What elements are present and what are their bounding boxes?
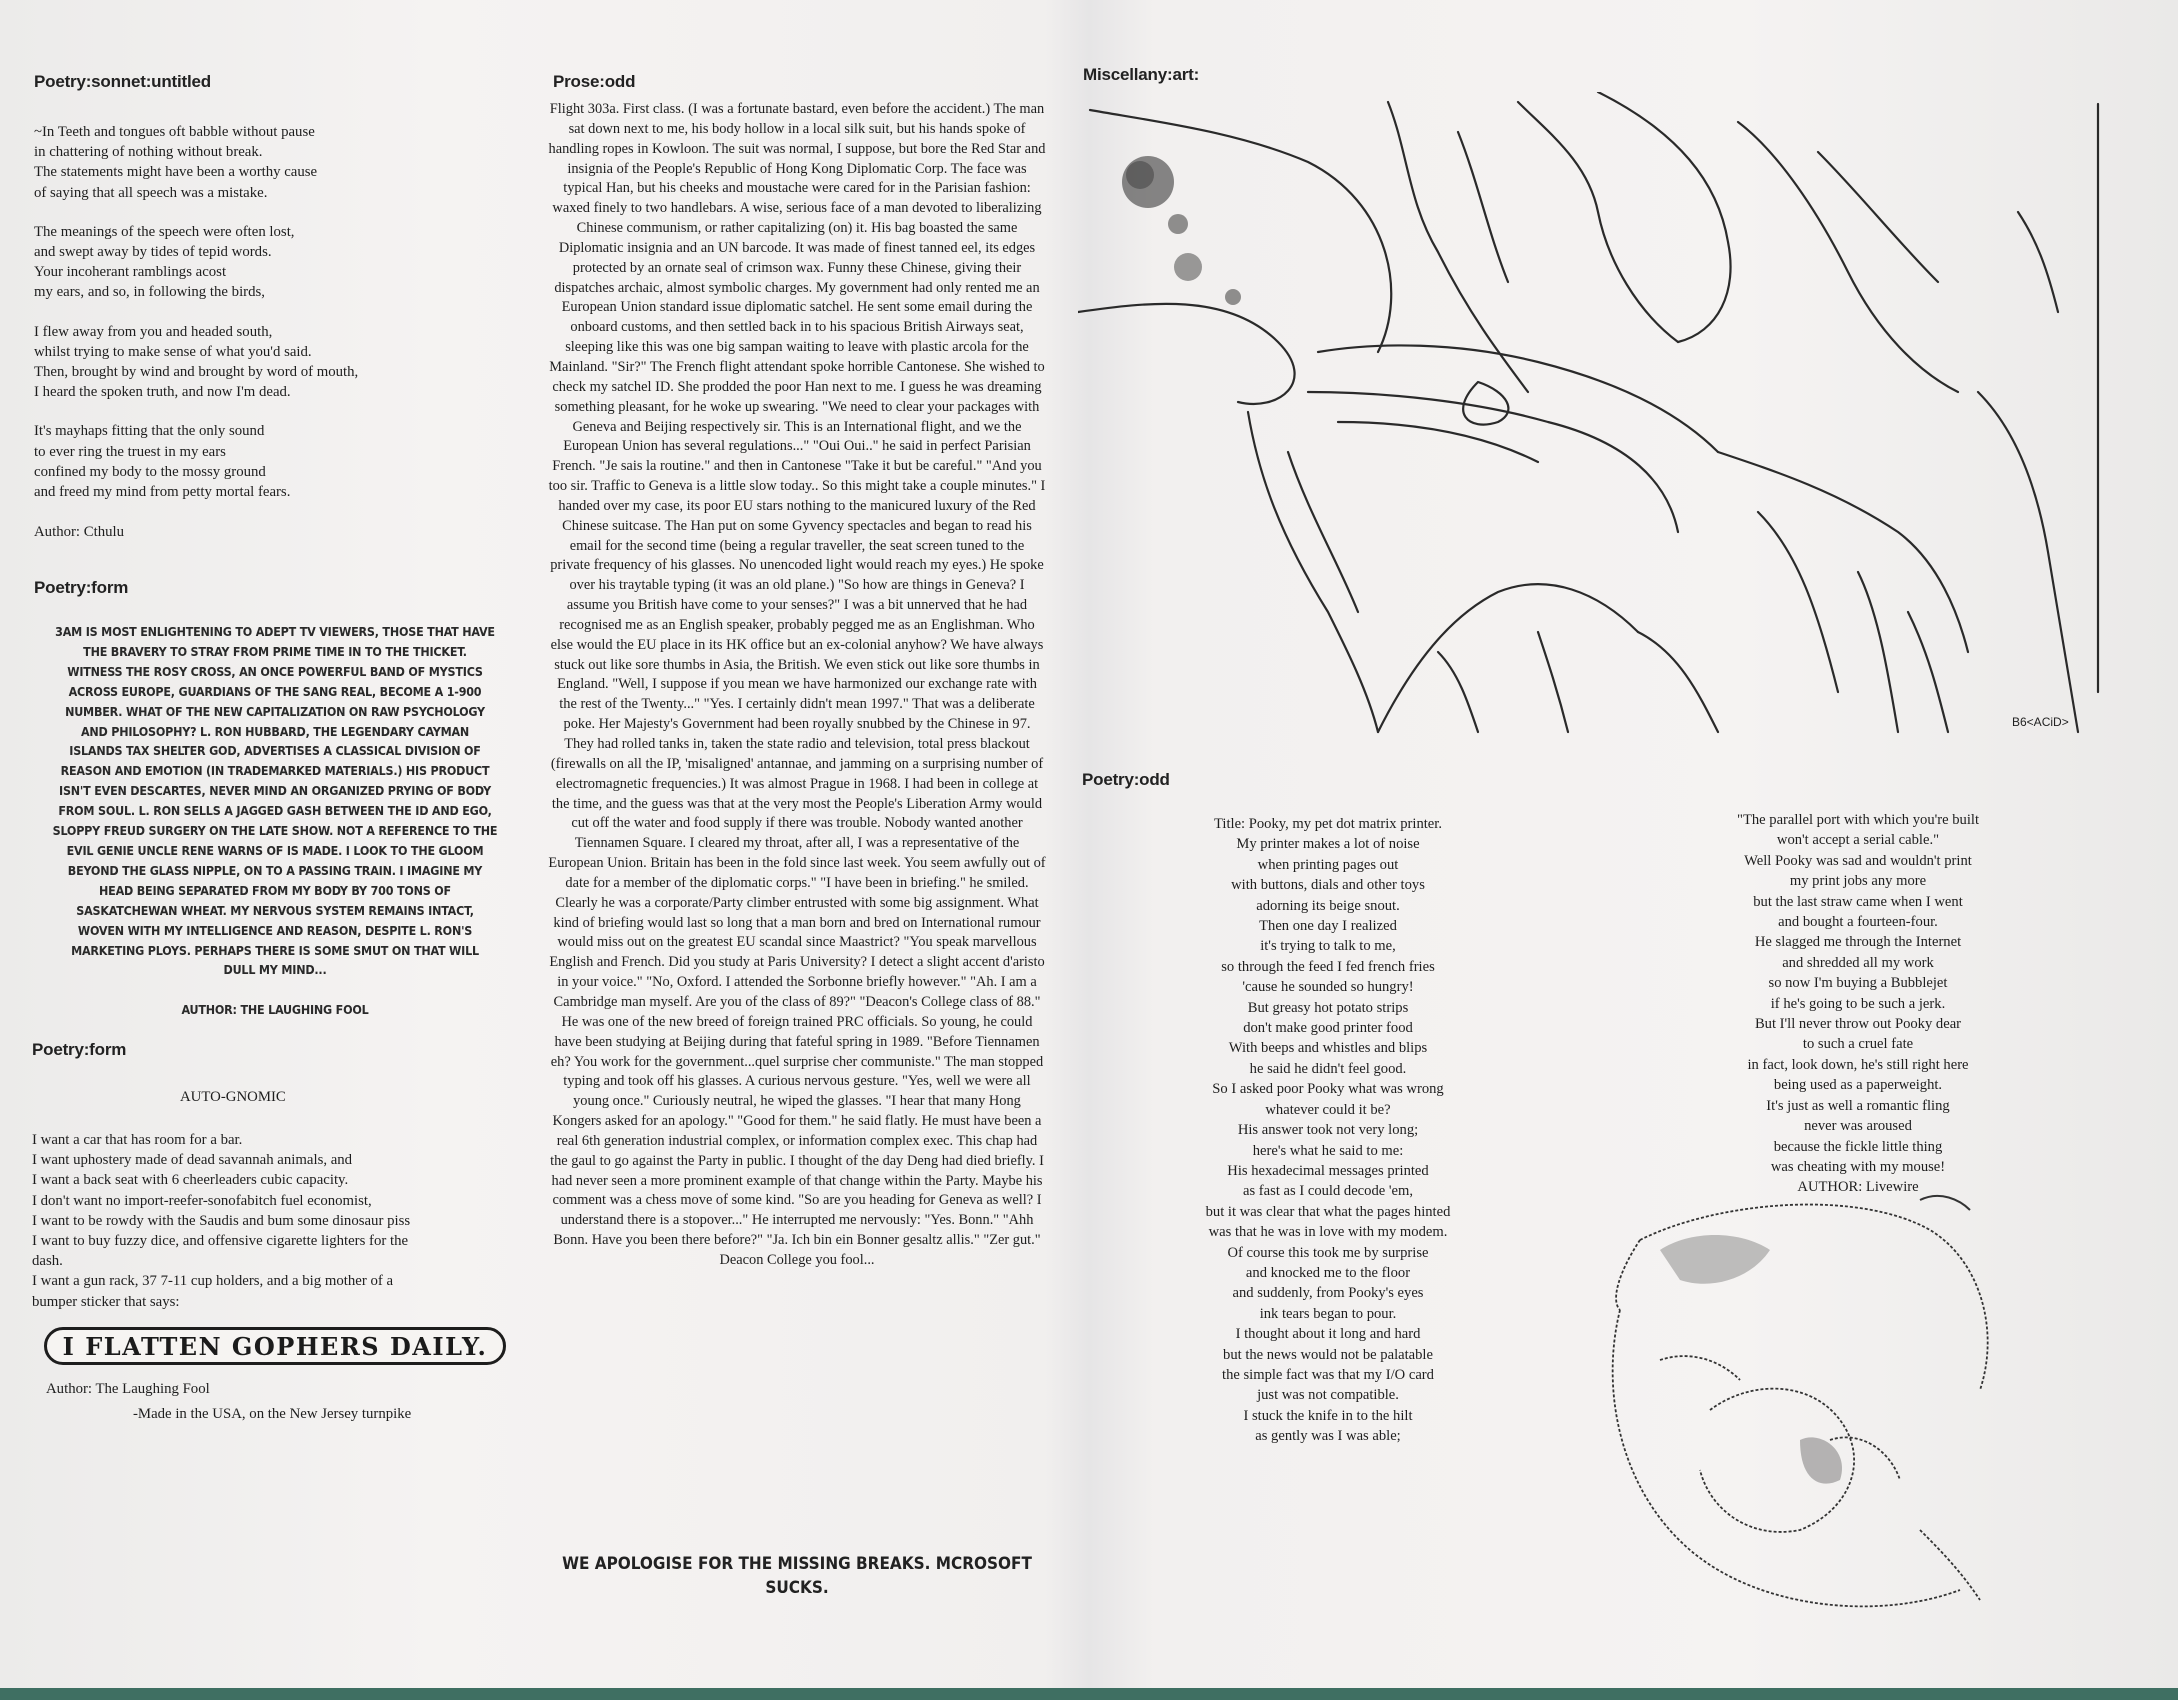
text-line: But I'll never throw out Pooky dear — [1754, 1016, 1962, 1033]
text-line: DULL MY MIND... — [223, 962, 327, 978]
sonnet-stanza — [34, 122, 474, 203]
text-line: AUTHOR: Livewire — [1797, 1179, 1919, 1196]
text-line: and shredded all my work — [1782, 954, 1934, 971]
text-line: just was not compatible. — [1257, 1387, 1399, 1404]
text-line: if he's going to be such a jerk. — [1770, 995, 1946, 1012]
text-line: ACROSS EUROPE, GUARDIANS OF THE SANG REAL, BECOME A 1-900 — [68, 683, 482, 699]
text-line: ISLANDS TAX SHELTER GOD, ADVERTISES A CLASSICAL DIVISION OF — [69, 743, 481, 759]
text-line: but the last straw came when I went — [1753, 893, 1963, 910]
text-line: bumper sticker that says: — [32, 1293, 180, 1310]
text-line: FROM SOUL. L. RON SELLS A JAGGED GASH BETWEEN THE ID AND EGO, — [58, 803, 492, 819]
text-line: HEAD BEING SEPARATED FROM MY BODY BY 700 TONS OF — [99, 882, 451, 898]
text-line: and bought a fourteen-four. — [1778, 914, 1938, 931]
text-line: But greasy hot potato strips — [1247, 999, 1409, 1016]
text-line: I want uphostery made of dead savannah animals, and — [32, 1152, 353, 1169]
text-line: Well Pooky was sad and wouldn't print — [1744, 852, 1972, 869]
text-line: confined my body to the mossy ground — [34, 463, 266, 480]
text-line: don't make good printer food — [1243, 1020, 1413, 1037]
text-line: I want a back seat with 6 cheerleaders cubic capacity. — [32, 1172, 349, 1189]
text-line: He slagged me through the Internet — [1754, 934, 1962, 951]
text-line: never was aroused — [1804, 1118, 1912, 1135]
text-line: I don't want no import-reefer-sonofabitch fuel economist, — [32, 1192, 372, 1209]
globe-sketch-illustration — [1600, 1190, 2120, 1640]
form2-title: AUTO-GNOMIC — [180, 1089, 286, 1105]
text-line: my print jobs any more — [1789, 873, 1927, 890]
text-line: but it was clear that what the pages hinted — [1205, 1203, 1451, 1220]
art-heading: Miscellany:art: — [1083, 65, 1200, 84]
text-line: My printer makes a lot of noise — [1236, 836, 1420, 853]
text-line: in chattering of nothing without break. — [34, 144, 263, 161]
text-line: was that he was in love with my modem. — [1208, 1224, 1448, 1241]
sonnet-stanza — [34, 421, 474, 502]
text-line: NUMBER. WHAT OF THE NEW CAPITALIZATION ON RAW PSYCHOLOGY — [65, 703, 485, 719]
text-line: but the news would not be palatable — [1223, 1346, 1433, 1363]
text-line: the simple fact was that my I/O card — [1222, 1366, 1434, 1383]
bottom-edge-band — [0, 1688, 2178, 1700]
form1-author: AUTHOR: THE LAUGHING FOOL — [181, 1002, 369, 1017]
text-line: REASON AND EMOTION (IN TRADEMARKED MATERIALS.) HIS PRODUCT — [60, 763, 490, 779]
text-line: whatever could it be? — [1265, 1101, 1391, 1118]
form2-note: -Made in the USA, on the New Jersey turnpike — [133, 1406, 412, 1422]
text-line: EVIL GENIE UNCLE RENE WARNS OF IS MADE. I LOOK TO THE GLOOM — [66, 842, 484, 858]
text-line: and knocked me to the floor — [1245, 1264, 1411, 1281]
text-line: AND PHILOSOPHY? L. RON HUBBARD, THE LEGENDARY CAYMAN — [80, 723, 470, 739]
text-line: of saying that all speech was a mistake. — [34, 184, 268, 201]
text-line: it's trying to talk to me, — [1260, 938, 1396, 955]
text-line: I flew away from you and headed south, — [34, 323, 273, 340]
text-line: when printing pages out — [1257, 856, 1399, 873]
bumper-sticker: I FLATTEN GOPHERS DAILY. — [44, 1327, 506, 1365]
text-line: It's mayhaps fitting that the only sound — [34, 423, 265, 440]
form1-heading: Poetry:form — [34, 578, 129, 597]
text-line: So I asked poor Pooky what was wrong — [1212, 1081, 1444, 1098]
text-line: I want a car that has room for a bar. — [32, 1132, 243, 1148]
text-line: It's just as well a romantic fling — [1766, 1097, 1950, 1114]
form2-body — [32, 1130, 522, 1312]
prose-footer: WE APOLOGISE FOR THE MISSING BREAKS. MCROSOFT SUCKS. — [562, 1554, 1032, 1598]
poem-right-column — [1698, 810, 2018, 1198]
text-line: I want to be rowdy with the Saudis and bum some dinosaur piss — [32, 1212, 411, 1229]
text-line: as gently was I was able; — [1255, 1428, 1401, 1445]
text-line: 3AM IS MOST ENLIGHTENING TO ADEPT TV VIEWERS, THOSE THAT HAVE — [55, 624, 495, 639]
text-line: as fast as I could decode 'em, — [1243, 1183, 1413, 1200]
text-line: I stuck the knife in to the hilt — [1243, 1407, 1413, 1424]
text-line: because the fickle little thing — [1773, 1138, 1943, 1155]
text-line: he said he didn't feel good. — [1249, 1060, 1407, 1077]
sonnet-stanza — [34, 322, 474, 403]
text-line: my ears, and so, in following the birds, — [34, 284, 265, 301]
text-line: His hexadecimal messages printed — [1227, 1162, 1429, 1179]
text-line: The meanings of the speech were often lost, — [34, 223, 295, 240]
text-line: to ever ring the truest in my ears — [34, 443, 226, 460]
text-line: here's what he said to me: — [1252, 1142, 1404, 1159]
poem-heading: Poetry:odd — [1082, 770, 1170, 789]
text-line: I heard the spoken truth, and now I'm dead. — [34, 384, 291, 401]
art-signature: B6<ACiD> — [2012, 715, 2069, 729]
text-line: in fact, look down, he's still right here — [1747, 1056, 1969, 1073]
text-line: Then, brought by wind and brought by word of mouth, — [34, 364, 359, 381]
text-line: so through the feed I fed french fries — [1221, 958, 1435, 975]
text-line: BEYOND THE GLASS NIPPLE, ON TO A PASSING TRAIN. I IMAGINE MY — [67, 862, 483, 878]
text-line: whilst trying to make sense of what you'd said. — [34, 343, 312, 360]
text-line: "The parallel port with which you're built — [1736, 812, 1980, 828]
text-line: I thought about it long and hard — [1235, 1326, 1421, 1343]
text-line: The statements might have been a worthy cause — [34, 164, 318, 181]
text-line: Then one day I realized — [1259, 918, 1397, 935]
sonnet-heading: Poetry:sonnet:untitled — [34, 72, 211, 91]
text-line: His answer took not very long; — [1237, 1122, 1419, 1139]
sonnet-stanza — [34, 222, 474, 303]
text-line: Title: Pooky, my pet dot matrix printer. — [1214, 816, 1442, 832]
text-line: and suddenly, from Pooky's eyes — [1232, 1285, 1424, 1302]
form1-body — [30, 622, 520, 980]
text-line: adorning its beige snout. — [1256, 897, 1400, 914]
text-line: I want to buy fuzzy dice, and offensive cigarette lighters for the — [32, 1233, 409, 1250]
prose-body: Flight 303a. First class. (I was a fortunate bastard, even before the accident.) The man sat down next to me, his body hollow in a local silk suit, but his hands spoke of handling ropes in Kowloon. The suit was normal, I suppose, but bore the Red Star and insignia of the People's Republic of Hong Kong Diplomatic Corp. The face was typical Han, but his cheeks and moustache were cared for in the Parisian fashion: waxed finely to two handlebars. A wise, serious face of a man devoted to liberalizing Chinese communism, or rather capitalizing (on) it. His bag boasted the same Diplomatic insignia and an UN barcode. It was made of finest tanned eel, its edges protected by an ornate seal of crimson wax. Funny these Chinese, giving their dispatches archaic, almost symbolic charges. My government had only rented me an European Union standard issue diplomatic satchel. He sent some email during the onboard customs, and then settled back in to his spacious British Airways seat, sleeping like this was one big sampan waiting to leave with plastic arcola for the Mainland. "Sir?" The French flight attendant spoke horrible Cantonese. She wished to check my satchel ID. She prodded the poor Han next to me. I guess he was dreaming something pleasant, for he woke up swearing. "We need to clear your packages with Geneva and Beijing respectively sir. This is an International flight, and we the European Union has several regulations..." "Oui Oui.." he said in perfect Parisian French. "Je sais la routine." and then in Cantonese "Take it but be careful." "And you too sir. Traffic to Geneva is a little slow today.. So this might take a couple minutes." I handed over my case, its poor EU stars nothing to the manicured luxury of the Red Chinese suitcase. The Han put on some Gyvency spectacles and began to read his email for the second time (being a regular traveller, the seat screen tuned to the private frequency of his glasses. No unencoded light would reach my eyes.) He spoke over his traytable typing (it was an old plane.) "So how are things in Geneva? I assume you British have come to your senses?" I was a bit unnerved that he had recognised me as an English speaker, probably pegged me as an Englishman. Who else would the EU place in its HK office but an ex-colonial anyhow? We have always stuck out like sore thumbs in Asia, the British. We even stick out like sore thumbs in England. "Well, I suppose if you mean we have harmonized our exchange rate with the rest of the Twenty..." "Yes. I certainly didn't mean 1997." That was a deliberate poke. Her Majesty's Government had been royally snubbed by the Chinese in 97. They had rolled tanks in, taken the state radio and television, total press blackout (firewalls on all the IP, 'misaligned' antannae, and jamming on a surprising number of electromagnetic frequencies.) It was almost Prague in 1968. I had been in college at the time, and the guess was that at the very most the People's Liberation Army would cut off the water and food supply if there was trouble. Nobody wanted another Tiennamen Square. I cleared my throat, after all, I was a representative of the European Union. Britain has been in the fold since last week. You seem awfully out of date for a member of the diplomatic corps." "I have been in briefing." he smiled. Clearly he was a corporate/Party climber entrusted with some big assignment. What kind of briefing would last so long that a man born and bred on International rumour would miss out on the greatest EU scandal since Maastrict? "You speak marvellous English and French. Did you study at Paris University? I detect a slight accent d'aristo in your voice." "No, Oxford. I attended the Sorbonne briefly however." "Ah. I am a Cambridge man myself. Are you of the class of 89?" "Deacon's College class of 88." He was one of the new breed of foreign trained PRC officials. So young, he could have been studying at Beijing during that fateful spring in 1989. "Before Tiennamen eh? You work for the government...quel surprise cher communiste." The man stopped typing and took off his glasses. A curious nervous gesture. "Yes, well we were all young once." Curiously neutral, he wiped the glasses. "I hear that many Hong Kongers asked for an apology." "Good for them." he said flatly. He must have been a real 6th generation industrial complex, or information complex exec. This chap had the gaul to go against the Party in public. I thought of the day Deng had died briefly. I had never seen a more prominent example of that change within the Party. Maybe his comment was a chess move of some kind. "So are you heading for Geneva as well? I understand there is a stopover..." He interrupted me nervously: "Yes. Bonn." "Ahh Bonn. Have you been there before?" "Ja. Ich bin ein Bonner gesaltz allis." "Zer gut." Deacon College you fool... — [548, 101, 1046, 1268]
form2-author: Author: The Laughing Fool — [46, 1381, 210, 1397]
text-line: Your incoherant ramblings acost — [34, 264, 227, 281]
ascii-art-illustration — [1078, 92, 2120, 742]
text-line: SASKATCHEWAN WHEAT. MY NERVOUS SYSTEM REMAINS INTACT, — [76, 902, 474, 918]
text-line: was cheating with my mouse! — [1770, 1158, 1946, 1175]
text-line: to such a cruel fate — [1802, 1036, 1914, 1053]
text-line: WOVEN WITH MY INTELLIGENCE AND REASON, DESPITE L. RON'S — [77, 922, 473, 938]
text-line: with buttons, dials and other toys — [1231, 877, 1425, 894]
text-line: and freed my mind from petty mortal fears. — [34, 484, 291, 501]
poem-left-column — [1178, 814, 1478, 1447]
text-line: won't accept a serial cable." — [1776, 832, 1940, 849]
form2-heading: Poetry:form — [32, 1040, 127, 1059]
text-line: SLOPPY FREUD SURGERY ON THE LATE SHOW. NOT A REFERENCE TO THE — [52, 823, 498, 839]
text-line: With beeps and whistles and blips — [1228, 1040, 1428, 1057]
prose-heading: Prose:odd — [553, 72, 636, 91]
text-line: so now I'm buying a Bubblejet — [1768, 975, 1948, 992]
sonnet-body — [34, 122, 474, 521]
sonnet-author: Author: Cthulu — [34, 524, 125, 540]
text-line: being used as a paperweight. — [1773, 1077, 1943, 1094]
text-line: dash. — [32, 1253, 63, 1270]
text-line: Of course this took me by surprise — [1227, 1244, 1429, 1261]
text-line: ISN'T EVEN DESCARTES, NEVER MIND AN ORGANIZED PRYING OF BODY — [59, 783, 491, 799]
text-line: and swept away by tides of tepid words. — [34, 244, 272, 261]
text-line: 'cause he sounded so hungry! — [1242, 979, 1414, 996]
text-line: I want a gun rack, 37 7-11 cup holders, and a big mother of a — [32, 1273, 394, 1290]
text-line: ~In Teeth and tongues oft babble without pause — [34, 124, 315, 140]
text-line: WITNESS THE ROSY CROSS, AN ONCE POWERFUL BAND OF MYSTICS — [67, 663, 483, 679]
text-line: ink tears began to pour. — [1259, 1305, 1397, 1322]
text-line: MARKETING PLOYS. PERHAPS THERE IS SOME SMUT ON THAT WILL — [71, 942, 479, 958]
text-line: THE BRAVERY TO STRAY FROM PRIME TIME IN TO THE THICKET. — [83, 643, 467, 659]
